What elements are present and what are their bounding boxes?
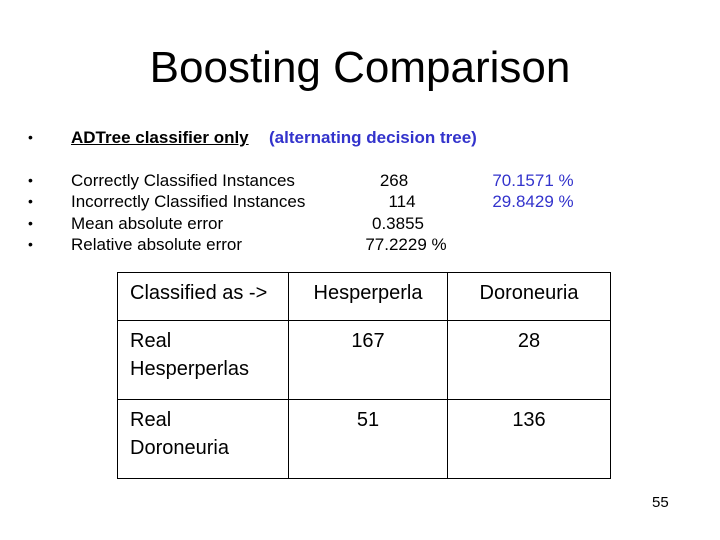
stat-percent: 29.8429 % xyxy=(492,192,574,211)
header-cell: Classified as -> xyxy=(118,273,289,321)
stat-label: Relative absolute error xyxy=(71,235,243,254)
stat-value: 268 xyxy=(379,171,409,190)
table-cell: 167 xyxy=(289,321,448,400)
stat-value: 114 xyxy=(388,192,416,211)
stat-label: Correctly Classified Instances xyxy=(71,171,295,190)
table-cell: 136 xyxy=(448,400,611,479)
page-number: 55 xyxy=(652,494,669,511)
stat-label: Incorrectly Classified Instances xyxy=(71,192,306,211)
bullet-icon: • xyxy=(28,236,33,252)
bullet-icon: • xyxy=(28,129,33,145)
bullet-icon: • xyxy=(28,193,33,209)
stat-percent: 70.1571 % xyxy=(492,171,574,190)
header-cell: Hesperperla xyxy=(289,273,448,321)
confusion-matrix-table xyxy=(117,272,611,479)
bullet-icon: • xyxy=(28,215,33,231)
row-label-line: Real xyxy=(130,409,172,431)
classifier-heading: ADTree classifier only xyxy=(71,128,249,147)
stat-value: 77.2229 % xyxy=(365,235,447,254)
table-header-row xyxy=(118,273,611,321)
row-label-line: Hesperperlas xyxy=(130,358,249,380)
table-cell: 28 xyxy=(448,321,611,400)
table-cell: 51 xyxy=(289,400,448,479)
classifier-note: (alternating decision tree) xyxy=(269,128,477,147)
row-label-cell xyxy=(118,400,289,479)
bullet-icon: • xyxy=(28,172,33,188)
header-cell: Doroneuria xyxy=(448,273,611,321)
table-row xyxy=(118,400,611,479)
stat-value: 0.3855 xyxy=(372,214,424,233)
stat-label: Mean absolute error xyxy=(71,214,224,233)
slide-title: Boosting Comparison xyxy=(149,43,571,92)
row-label-line: Doroneuria xyxy=(130,437,229,459)
table-row xyxy=(118,321,611,400)
row-label-cell xyxy=(118,321,289,400)
row-label-line: Real xyxy=(130,330,172,352)
